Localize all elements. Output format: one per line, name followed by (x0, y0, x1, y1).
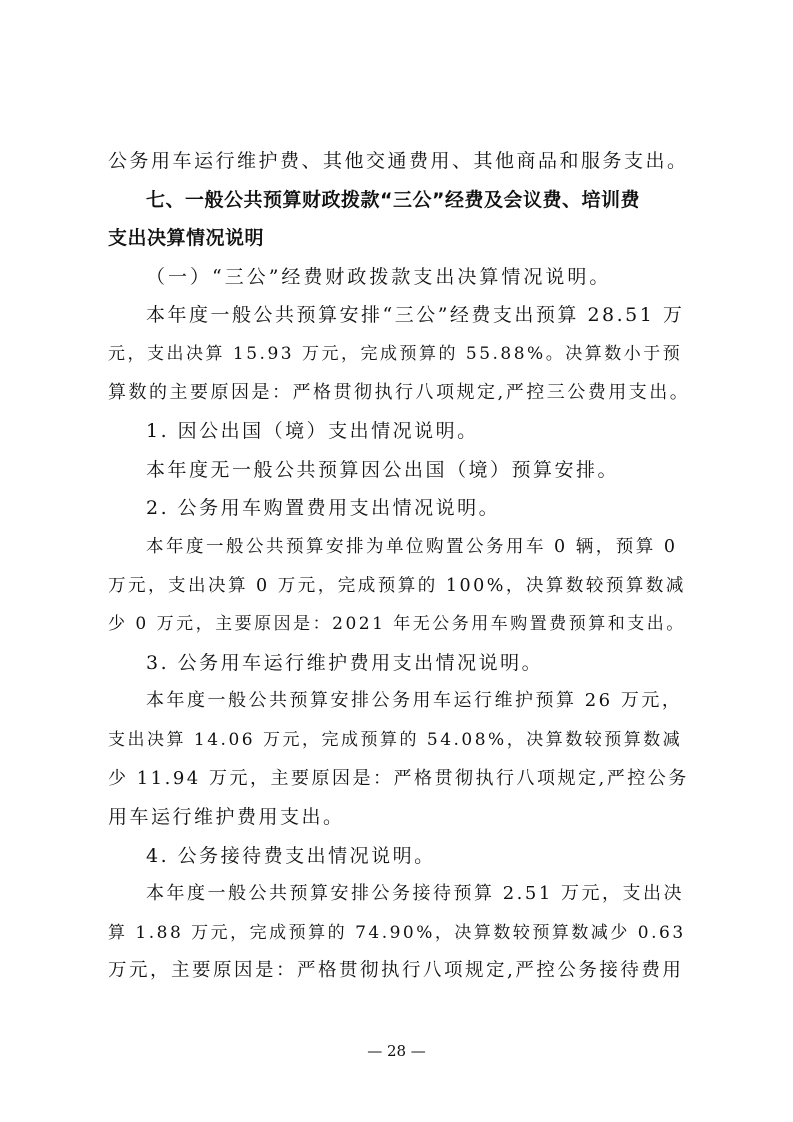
paragraph-line: 元，支出决算 15.93 万元，完成预算的 55.88%。决算数小于预 (108, 343, 683, 364)
paragraph-line: 用车运行维护费用支出。 (108, 806, 345, 829)
paragraph-line: 万元，主要原因是：严格贯彻执行八项规定,严控公务接待费用 (108, 960, 684, 982)
paragraph-line: 少 11.94 万元，主要原因是：严格贯彻执行八项规定,严控公务 (108, 767, 689, 789)
paragraph-line: 本年度一般公共预算安排公务用车运行维护预算 26 万元， (146, 690, 683, 712)
section-heading-cont: 支出决算情况说明 (108, 227, 265, 250)
paragraph-line: 算数的主要原因是：严格贯彻执行八项规定,严控三公费用支出。 (108, 381, 691, 403)
paragraph-line: 算 1.88 万元，完成预算的 74.90%，决算数较预算数减少 0.63 (108, 922, 686, 943)
paragraph-line: 少 0 万元，主要原因是：2021 年无公务用车购置费预算和支出。 (108, 614, 686, 635)
paragraph-line: 本年度一般公共预算安排为单位购置公务用车 0 辆，预算 0 (146, 536, 678, 557)
item-heading: 3. 公务用车运行维护费用支出情况说明。 (146, 651, 544, 674)
item-heading: 2. 公务用车购置费用支出情况说明。 (146, 497, 501, 520)
page-number: — 28 — (367, 1042, 426, 1060)
item-heading: 1. 因公出国（境）支出情况说明。 (146, 420, 479, 443)
section-heading: 七、一般公共预算财政拨款“三公”经费及会议费、培训费 (146, 188, 640, 211)
paragraph-line: 本年度一般公共预算安排“三公”经费支出预算 28.51 万 (146, 304, 685, 327)
document-body (108, 142, 690, 991)
paragraph-line: 本年度一般公共预算安排公务接待预算 2.51 万元，支出决 (146, 883, 685, 905)
paragraph-line: 支出决算 14.06 万元，完成预算的 54.08%，决算数较预算数减 (108, 729, 683, 750)
paragraph-line: 本年度无一般公共预算因公出国（境）预算安排。 (146, 458, 620, 481)
paragraph-line: 公务用车运行维护费、其他交通费用、其他商品和服务支出。 (108, 150, 689, 172)
paragraph-line: 万元，支出决算 0 万元，完成预算的 100%，决算数较预算数减 (108, 575, 686, 596)
item-heading: 4. 公务接待费支出情况说明。 (146, 844, 436, 867)
subsection-heading: （一）“三公”经费财政拨款支出决算情况说明。 (146, 265, 612, 288)
